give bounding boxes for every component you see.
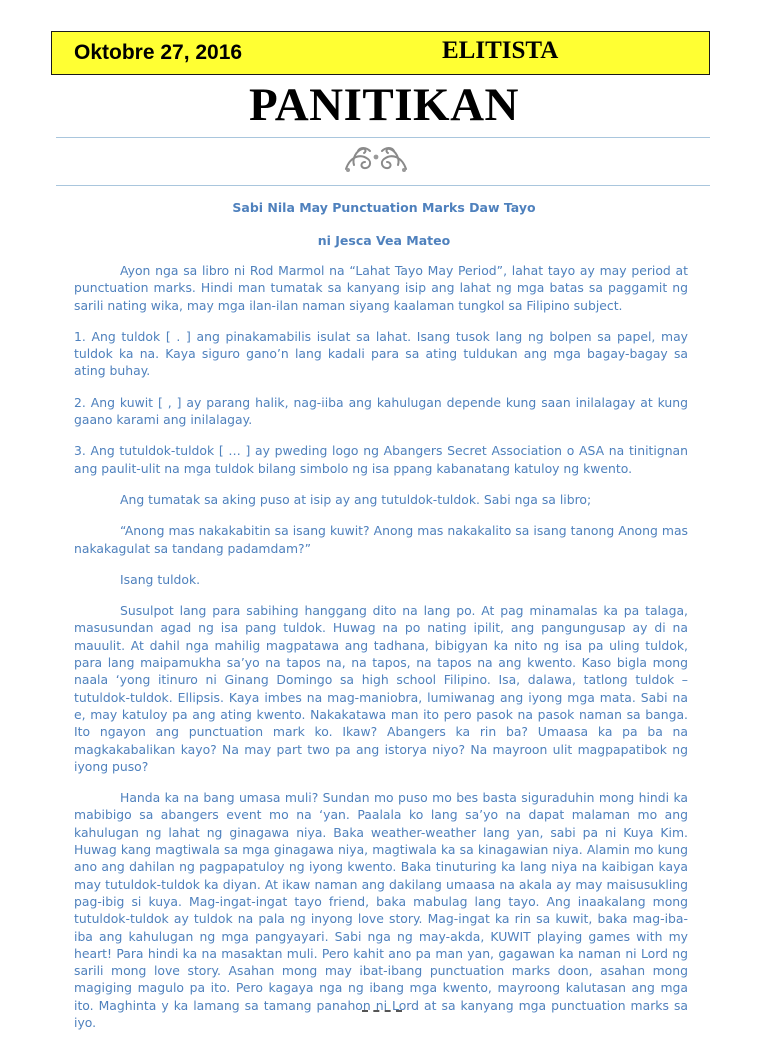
article-paragraph: Ang tumatak sa aking puso at isip ay ang tutuldok-tuldok. Sabi nga sa libro; xyxy=(120,491,592,507)
issue-date: Oktobre 27, 2016 xyxy=(74,41,243,64)
article-body xyxy=(74,262,688,1045)
masthead-title: PANITIKAN xyxy=(249,79,519,131)
fleuron-ornament-icon xyxy=(340,143,412,175)
article-title: Sabi Nila May Punctuation Marks Daw Tayo xyxy=(232,200,536,215)
article-paragraph: 1. Ang tuldok [ . ] ang pinakamabilis isulat sa lahat. Isang tusok lang ng bolpen sa papel, may tuldok ka na. Kaya siguro gano’n lang kadali para sa ating tuldukan ang mga bagay-bagay sa ating buhay. xyxy=(74,328,688,379)
page-footer-mark xyxy=(362,1010,402,1012)
bottom-divider xyxy=(56,185,710,186)
top-divider xyxy=(56,137,710,138)
header-bar xyxy=(51,31,710,75)
section-name: ELITISTA xyxy=(442,37,559,64)
article-paragraph: Isang tuldok. xyxy=(120,571,201,587)
article-paragraph: Handa ka na bang umasa muli? Sundan mo puso mo bes basta siguraduhin mong hindi ka mabibigo sa abangers event mo na ‘yan. Paalala ko lang sa’yo na dapat malaman mo ang kahulugan ng lahat ng ginagawa niya. Baka weather-weather lang yan, sabi pa ni Kuya Kim. Huwag kang magtiwala sa mga ginagawa niya, magtiwala ka sa kinagawian niya. Alamin mo kung ano ang dahilan ng pagpapatuloy ng iyong kwento. Baka tinuturing ka lang niya na kaibigan kaya may tutuldok-tuldok ka diyan. At ikaw naman ang dakilang umaasa na akala ay may maisusukling pag-ibig si kuya. Mag-ingat-ingat tayo friend, baka mabulag lang tayo. Ang inaakalang mong tutuldok-tuldok ay tuldok na pala ng inyong love story. Mag-ingat ka rin sa kuwit, baka mag-iba-iba ang kahulugan ng mga pangyayari. Sabi nga ng may-akda, KUWIT playing games with my heart! Para hindi ka na masaktan muli. Pero kahit ano pa man yan, gagawan ka naman ni Lord ng sarili mong love story. Asahan mong may ibat-ibang punctuation marks doon, asahan mong magiging magulo pa ito. Pero kagaya nga ng ibang mga kwento, mayroong kalutasan ang mga ito. Maghinta y ka lamang sa tamang panahon ni Lord at sa kanyang mga punctuation marks sa iyo. xyxy=(74,790,688,1030)
article-paragraph: 3. Ang tutuldok-tuldok [ … ] ay pweding logo ng Abangers Secret Association o ASA na tinitignan ang paulit-ulit na mga tuldok bilang simbolo ng isa ppang kabanatang katuloy ng kwento. xyxy=(74,443,688,476)
article-paragraph: 2. Ang kuwit [ , ] ay parang halik, nag-iiba ang kahulugan depende kung saan inilalagay at kung gaano karami ang inilalagay. xyxy=(74,394,688,428)
article-paragraph: “Anong mas nakakabitin sa isang kuwit? Anong mas nakakalito sa isang tanong Anong mas nakakagulat sa tandang padamdam?” xyxy=(74,523,688,556)
article-paragraph: Ayon nga sa libro ni Rod Marmol na “Lahat Tayo May Period”, lahat tayo ay may period at punctuation marks. Hindi man tumatak sa kanyang isip ang lahat ng mga batas sa paggamit ng sarili nating wika, may mga ilan-ilan naman siyang kaalaman tungkol sa Filipino subject. xyxy=(74,263,688,313)
article-paragraph: Susulpot lang para sabihing hanggang dito na lang po. At pag minamalas ka pa talaga, masusundan agad ng isa pang tuldok. Huwag na po nating ipilit, ang pangungusap ay di na mauulit. At dahil nga mahilig magpatawa ang tadhana, bibigyan ka nito ng isa pa uling tuldok, para lang maipamukha sa’yo na tapos na, na tapos, na tapos na ang kwento. Kaso bigla mong naala ‘yong itinuro ni Ginang Domingo sa high school Filipino. Isa, dalawa, tatlong tuldok – tutuldok-tuldok. Ellipsis. Kaya imbes na mag-maniobra, lumiwanag ang iyong mga mata. Sabi na e, may katuloy pa ang ating kwento. Nakakatawa man ito pero pasok na pasok naman sa banga. Ito ngayon ang punctuation mark ko. Ikaw? Abangers ka rin ba? Umaasa ka pa ba na magkakabalikan kayo? Na may part two pa ang istorya niyo? Na mayroon ulit magpapatibok ng iyong puso? xyxy=(74,603,688,774)
article-byline: ni Jesca Vea Mateo xyxy=(317,233,451,248)
